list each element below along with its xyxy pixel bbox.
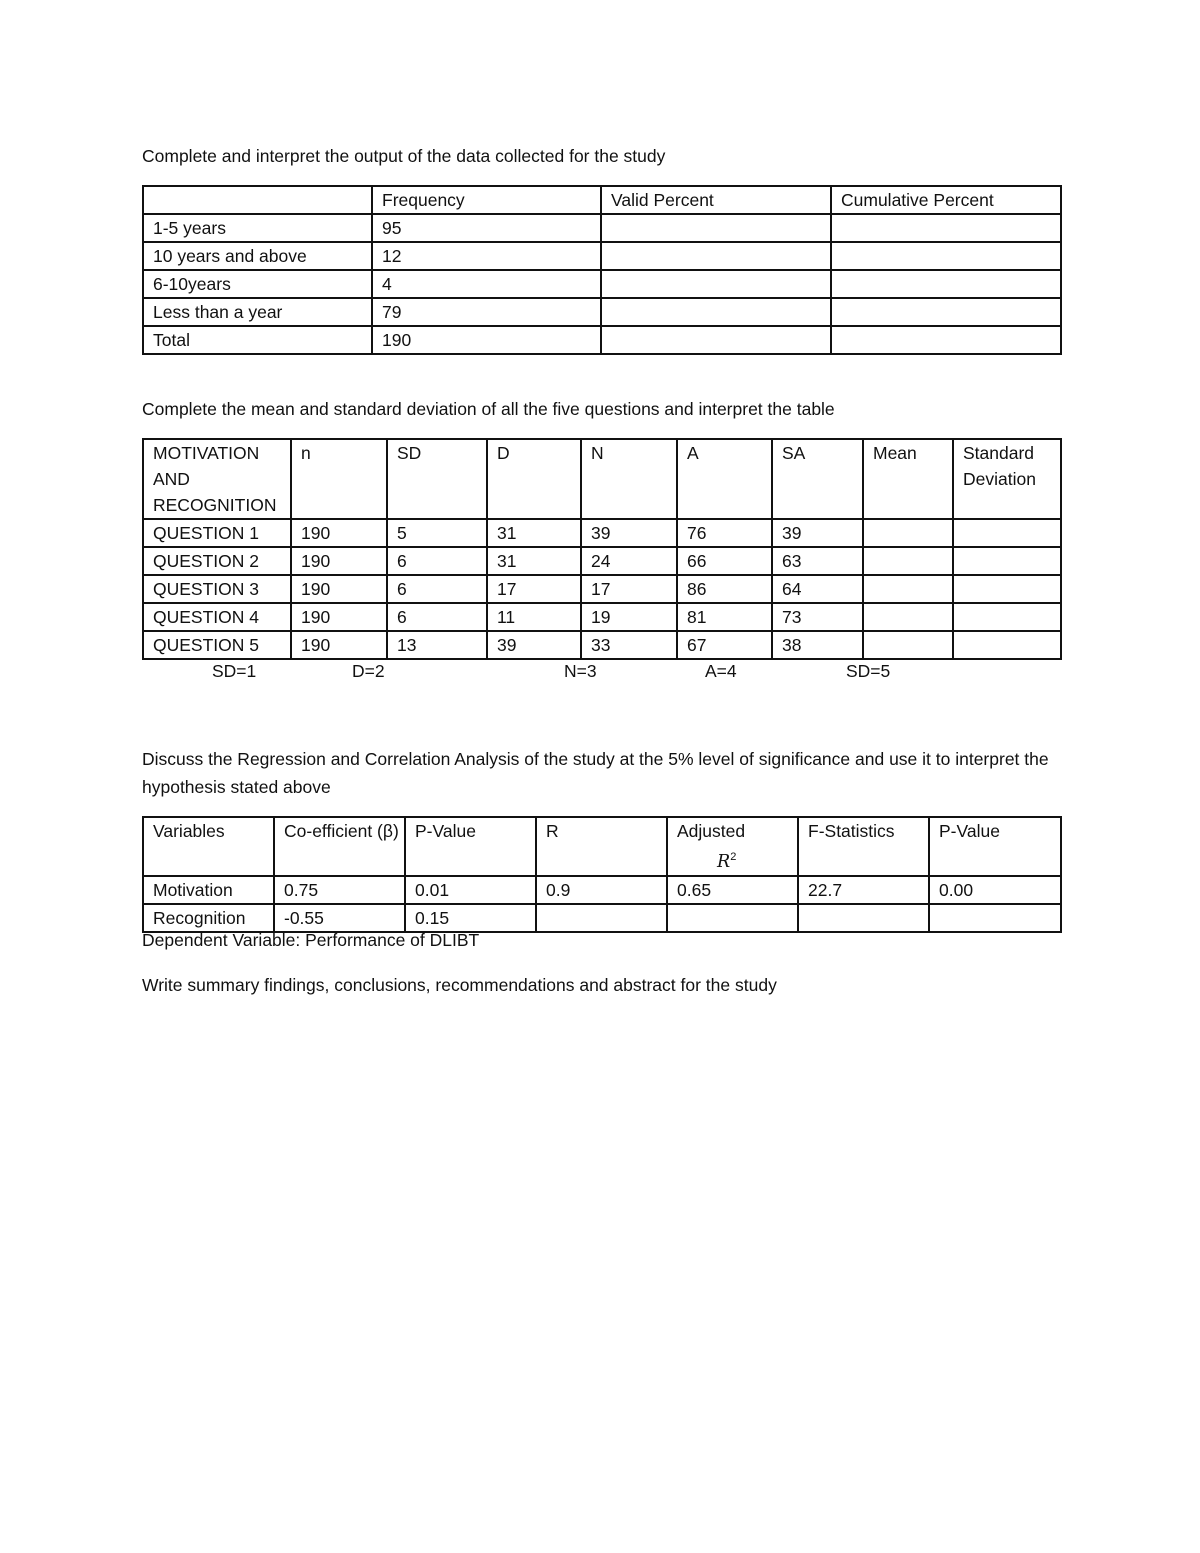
table-row [143, 876, 1061, 904]
table-cell: 64 [772, 575, 863, 603]
table-row [143, 575, 1061, 603]
table-cell: 66 [677, 547, 772, 575]
table-cell [953, 547, 1061, 575]
header-cell: Standard Deviation [953, 439, 1061, 519]
table-cell: 95 [372, 214, 601, 242]
header-cell: SA [772, 439, 863, 519]
table-cell: 33 [581, 631, 677, 659]
table-header-row [143, 186, 1061, 214]
table-cell: -0.55 [274, 904, 405, 932]
table-row [143, 631, 1061, 659]
regression-prompt: Discuss the Regression and Correlation Analysis of the study at the 5% level of significance and use it to interpret the hypothesis stated above [142, 749, 1049, 797]
adjusted-label: Adjusted [677, 821, 746, 841]
table-cell [953, 603, 1061, 631]
table-cell [601, 242, 831, 270]
r-exponent: 2 [730, 851, 737, 863]
header-cell: Variables [143, 817, 274, 876]
table-cell [863, 603, 953, 631]
table-cell [863, 575, 953, 603]
dependent-variable-note: Dependent Variable: Performance of DLIBT [142, 930, 480, 950]
frequency-prompt: Complete and interpret the output of the data collected for the study [142, 146, 666, 166]
likert-table [142, 438, 1062, 660]
table-cell [831, 326, 1061, 354]
table-cell: 190 [291, 631, 387, 659]
table-cell: Less than a year [143, 298, 372, 326]
table-cell: 22.7 [798, 876, 929, 904]
table-header-row [143, 439, 1061, 519]
table-cell [831, 298, 1061, 326]
table-cell: 0.00 [929, 876, 1061, 904]
table-row [143, 242, 1061, 270]
r-squared-symbol [677, 844, 797, 875]
scale-label: D=2 [352, 661, 385, 681]
table-cell: 0.75 [274, 876, 405, 904]
summary-prompt: Write summary findings, conclusions, recommendations and abstract for the study [142, 975, 777, 995]
table-cell: 73 [772, 603, 863, 631]
table-cell: 67 [677, 631, 772, 659]
table-cell [831, 270, 1061, 298]
table-row [143, 547, 1061, 575]
table-cell: 39 [487, 631, 581, 659]
scale-label: SD=1 [212, 661, 257, 681]
table-cell: 38 [772, 631, 863, 659]
table-cell: 190 [291, 575, 387, 603]
header-cell-adjusted-r2 [667, 817, 798, 876]
table-cell [601, 326, 831, 354]
table-cell: QUESTION 3 [143, 575, 291, 603]
table-cell: 39 [581, 519, 677, 547]
scale-label: SD=5 [846, 661, 891, 681]
table-cell: 11 [487, 603, 581, 631]
table-cell: 5 [387, 519, 487, 547]
header-cell: Co-efficient (β) [274, 817, 405, 876]
table-cell [601, 270, 831, 298]
table-cell: 17 [581, 575, 677, 603]
table-cell: 0.01 [405, 876, 536, 904]
table-cell: QUESTION 4 [143, 603, 291, 631]
table-cell: 24 [581, 547, 677, 575]
table-cell: 19 [581, 603, 677, 631]
table-cell: 6 [387, 603, 487, 631]
table-cell [601, 214, 831, 242]
header-cell: Frequency [372, 186, 601, 214]
table-cell: 190 [291, 603, 387, 631]
table-cell: QUESTION 2 [143, 547, 291, 575]
header-cell: SD [387, 439, 487, 519]
r-symbol: R [717, 851, 731, 872]
table-row [143, 326, 1061, 354]
header-cell: Mean [863, 439, 953, 519]
table-cell: Motivation [143, 876, 274, 904]
table-cell: 0.65 [667, 876, 798, 904]
table-cell: 12 [372, 242, 601, 270]
table-cell [953, 631, 1061, 659]
scale-label: N=3 [564, 661, 597, 681]
mean-sd-prompt: Complete the mean and standard deviation of all the five questions and interpret the table [142, 399, 835, 419]
table-header-row [143, 817, 1061, 876]
table-cell: 190 [291, 547, 387, 575]
table-cell: 6 [387, 547, 487, 575]
table-cell: 13 [387, 631, 487, 659]
table-cell: 1-5 years [143, 214, 372, 242]
table-cell [601, 298, 831, 326]
header-cell: MOTIVATION AND RECOGNITION [143, 439, 291, 519]
table-row [143, 603, 1061, 631]
table-cell: 17 [487, 575, 581, 603]
header-cell: D [487, 439, 581, 519]
table-cell: 31 [487, 519, 581, 547]
header-cell: N [581, 439, 677, 519]
table-row [143, 519, 1061, 547]
table-cell: 0.9 [536, 876, 667, 904]
table-cell: QUESTION 1 [143, 519, 291, 547]
table-cell: 6 [387, 575, 487, 603]
table-cell: 10 years and above [143, 242, 372, 270]
table-cell: 81 [677, 603, 772, 631]
header-cell: Valid Percent [601, 186, 831, 214]
table-cell [831, 214, 1061, 242]
header-cell [143, 186, 372, 214]
table-row [143, 298, 1061, 326]
header-cell: P-Value [405, 817, 536, 876]
table-cell: Total [143, 326, 372, 354]
header-cell: Cumulative Percent [831, 186, 1061, 214]
table-cell: 190 [291, 519, 387, 547]
header-cell: R [536, 817, 667, 876]
table-row [143, 214, 1061, 242]
table-cell: 63 [772, 547, 863, 575]
table-cell: QUESTION 5 [143, 631, 291, 659]
table-cell [863, 547, 953, 575]
regression-table [142, 816, 1062, 933]
table-cell: 76 [677, 519, 772, 547]
header-cell: F-Statistics [798, 817, 929, 876]
frequency-table [142, 185, 1062, 355]
table-row [143, 270, 1061, 298]
header-cell: n [291, 439, 387, 519]
table-cell: 79 [372, 298, 601, 326]
table-cell: 0.15 [405, 904, 536, 932]
table-cell [953, 575, 1061, 603]
header-cell: A [677, 439, 772, 519]
table-cell: 86 [677, 575, 772, 603]
table-cell: 31 [487, 547, 581, 575]
table-cell: Recognition [143, 904, 274, 932]
header-cell: P-Value [929, 817, 1061, 876]
table-cell [863, 519, 953, 547]
table-cell: 190 [372, 326, 601, 354]
table-cell: 39 [772, 519, 863, 547]
table-cell: 4 [372, 270, 601, 298]
scale-label: A=4 [705, 661, 737, 681]
table-cell: 6-10years [143, 270, 372, 298]
table-cell [831, 242, 1061, 270]
table-cell [953, 519, 1061, 547]
table-cell [863, 631, 953, 659]
